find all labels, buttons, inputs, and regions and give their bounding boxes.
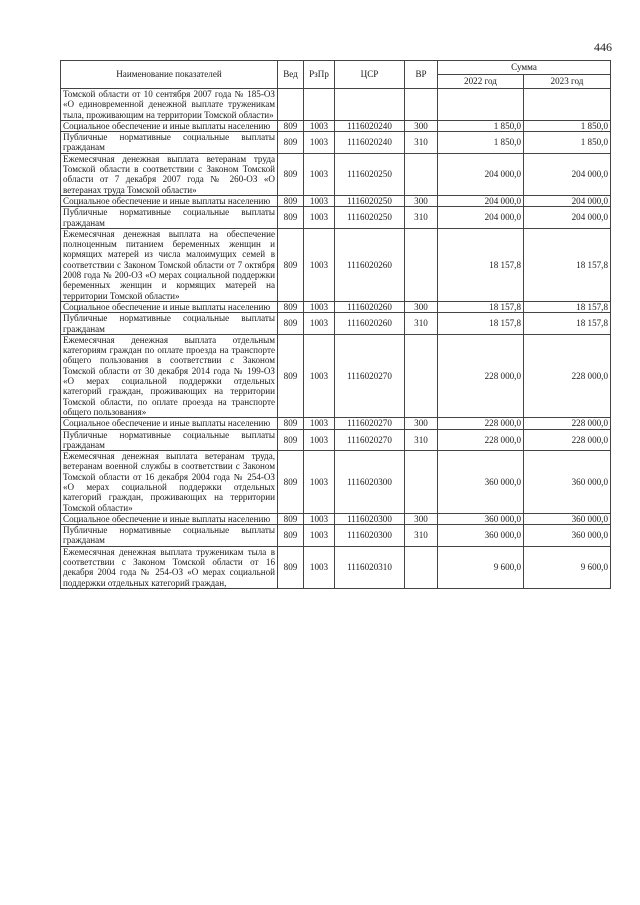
row-name: Ежемесячная денежная выплата на обеспечение полноценным питанием беременных женщин и кормящих матерей из числа малоимущих семей в соответствии с Законом Томской области от 7 октября 2008 года № 200-ОЗ «О мерах социальной поддержки беременных женщин и кормящих матерей на территории Томской области» [61, 228, 278, 301]
row-ved: 809 [278, 546, 304, 588]
row-csr: 1116020300 [335, 513, 405, 524]
row-vr: 310 [405, 429, 438, 451]
row-name: Социальное обеспечение и иные выплаты населению [61, 195, 278, 206]
table-row [61, 120, 611, 131]
row-name: Публичные нормативные социальные выплаты гражданам [61, 429, 278, 451]
table-row [61, 153, 611, 195]
row-value-2022: 228 000,0 [438, 418, 524, 429]
row-name: Ежемесячная денежная выплата труженикам тыла в соответствии с Законом Томской области от 16 декабря 2004 года № 254-ОЗ «О мерах социальной поддержки отдельных категорий граждан, [61, 546, 278, 588]
row-csr: 1116020260 [335, 313, 405, 335]
row-csr: 1116020240 [335, 120, 405, 131]
row-csr: 1116020240 [335, 132, 405, 154]
row-rzpr: 1003 [304, 228, 335, 301]
header-sum: Сумма [438, 61, 611, 75]
row-csr: 1116020300 [335, 525, 405, 547]
row-rzpr: 1003 [304, 418, 335, 429]
row-value-2023: 204 000,0 [524, 195, 611, 206]
row-csr: 1116020270 [335, 418, 405, 429]
row-rzpr: 1003 [304, 451, 335, 514]
row-value-2023: 1 850,0 [524, 132, 611, 154]
row-name: Ежемесячная денежная выплата ветеранам труда, ветеранам военной службы в соответствии с Законом Томской области от 16 декабря 2004 года № 254-ОЗ «О мерах социальной поддержки отдельных категорий граждан, проживающих на территории Томской области» [61, 451, 278, 514]
row-csr: 1116020260 [335, 301, 405, 312]
table-row [61, 313, 611, 335]
row-vr: 310 [405, 132, 438, 154]
row-ved: 809 [278, 451, 304, 514]
row-ved: 809 [278, 313, 304, 335]
row-name: Ежемесячная денежная выплата ветеранам труда Томской области в соответствии с Законом Томской области от 7 декабря 2007 года № 260-ОЗ «О ветеранах труда Томской области» [61, 153, 278, 195]
table-row [61, 334, 611, 417]
row-name: Публичные нормативные социальные выплаты гражданам [61, 525, 278, 547]
row-rzpr: 1003 [304, 334, 335, 417]
row-value-2023: 228 000,0 [524, 334, 611, 417]
row-value-2022 [438, 89, 524, 121]
row-rzpr [304, 89, 335, 121]
budget-table [60, 60, 611, 589]
header-rzpr: РзПр [304, 61, 335, 89]
row-rzpr: 1003 [304, 120, 335, 131]
row-rzpr: 1003 [304, 546, 335, 588]
row-vr: 300 [405, 301, 438, 312]
header-vr: ВР [405, 61, 438, 89]
row-name: Публичные нормативные социальные выплаты гражданам [61, 132, 278, 154]
row-ved: 809 [278, 207, 304, 229]
table-row [61, 451, 611, 514]
table-row [61, 525, 611, 547]
row-vr: 300 [405, 513, 438, 524]
row-value-2022: 18 157,8 [438, 301, 524, 312]
table-row [61, 132, 611, 154]
row-vr: 300 [405, 195, 438, 206]
row-csr: 1116020250 [335, 153, 405, 195]
table-row [61, 195, 611, 206]
table-row [61, 513, 611, 524]
row-vr: 310 [405, 525, 438, 547]
table-row [61, 546, 611, 588]
row-value-2023: 204 000,0 [524, 207, 611, 229]
row-rzpr: 1003 [304, 153, 335, 195]
page-number: 446 [594, 40, 612, 54]
table-row [61, 301, 611, 312]
row-ved: 809 [278, 334, 304, 417]
row-ved: 809 [278, 513, 304, 524]
row-csr: 1116020260 [335, 228, 405, 301]
row-vr [405, 228, 438, 301]
table-row [61, 207, 611, 229]
row-value-2022: 1 850,0 [438, 132, 524, 154]
table-row [61, 89, 611, 121]
row-ved: 809 [278, 301, 304, 312]
table-header [61, 61, 611, 89]
table-row [61, 418, 611, 429]
row-vr: 310 [405, 313, 438, 335]
row-name: Ежемесячная денежная выплата отдельным категориям граждан по оплате проезда на транспорте общего пользования в соответствии с Законом Томской области от 30 декабря 2014 года № 199-ОЗ «О мерах социальной поддержки отдельных категорий граждан, проживающих на территории Томской области, по оплате проезда на транспорте общего пользования» [61, 334, 278, 417]
row-rzpr: 1003 [304, 207, 335, 229]
row-value-2022: 204 000,0 [438, 207, 524, 229]
row-name: Публичные нормативные социальные выплаты гражданам [61, 207, 278, 229]
row-csr: 1116020300 [335, 451, 405, 514]
row-ved: 809 [278, 120, 304, 131]
row-csr: 1116020310 [335, 546, 405, 588]
row-name: Томской области от 10 сентября 2007 года № 185-ОЗ «О единовременной денежной выплате труженикам тыла, проживающим на территории Томской области» [61, 89, 278, 121]
row-vr [405, 153, 438, 195]
row-rzpr: 1003 [304, 429, 335, 451]
row-value-2022: 228 000,0 [438, 334, 524, 417]
row-value-2022: 18 157,8 [438, 313, 524, 335]
row-value-2023: 360 000,0 [524, 525, 611, 547]
row-ved: 809 [278, 228, 304, 301]
row-value-2023: 204 000,0 [524, 153, 611, 195]
row-value-2022: 9 600,0 [438, 546, 524, 588]
row-csr: 1116020250 [335, 207, 405, 229]
row-value-2023: 18 157,8 [524, 313, 611, 335]
row-ved: 809 [278, 132, 304, 154]
table-row [61, 429, 611, 451]
row-value-2022: 204 000,0 [438, 153, 524, 195]
header-ved: Вед [278, 61, 304, 89]
row-value-2022: 18 157,8 [438, 228, 524, 301]
row-csr [335, 89, 405, 121]
row-csr: 1116020250 [335, 195, 405, 206]
row-value-2023: 360 000,0 [524, 451, 611, 514]
header-name: Наименование показателей [61, 61, 278, 89]
row-value-2022: 1 850,0 [438, 120, 524, 131]
row-ved [278, 89, 304, 121]
row-ved: 809 [278, 195, 304, 206]
row-vr: 310 [405, 207, 438, 229]
row-ved: 809 [278, 153, 304, 195]
row-value-2022: 360 000,0 [438, 525, 524, 547]
row-name: Публичные нормативные социальные выплаты гражданам [61, 313, 278, 335]
row-rzpr: 1003 [304, 313, 335, 335]
row-rzpr: 1003 [304, 195, 335, 206]
row-value-2023: 18 157,8 [524, 228, 611, 301]
row-vr [405, 451, 438, 514]
row-rzpr: 1003 [304, 513, 335, 524]
row-value-2023: 1 850,0 [524, 120, 611, 131]
header-2023: 2023 год [524, 75, 611, 89]
row-name: Социальное обеспечение и иные выплаты населению [61, 120, 278, 131]
row-ved: 809 [278, 429, 304, 451]
row-value-2022: 204 000,0 [438, 195, 524, 206]
row-vr [405, 546, 438, 588]
row-csr: 1116020270 [335, 334, 405, 417]
header-2022: 2022 год [438, 75, 524, 89]
row-rzpr: 1003 [304, 301, 335, 312]
row-value-2023 [524, 89, 611, 121]
row-rzpr: 1003 [304, 132, 335, 154]
row-ved: 809 [278, 418, 304, 429]
row-vr [405, 334, 438, 417]
row-value-2022: 360 000,0 [438, 513, 524, 524]
row-value-2023: 9 600,0 [524, 546, 611, 588]
row-name: Социальное обеспечение и иные выплаты населению [61, 513, 278, 524]
row-ved: 809 [278, 525, 304, 547]
row-value-2022: 228 000,0 [438, 429, 524, 451]
row-vr [405, 89, 438, 121]
row-value-2023: 360 000,0 [524, 513, 611, 524]
row-value-2023: 18 157,8 [524, 301, 611, 312]
row-vr: 300 [405, 418, 438, 429]
row-value-2022: 360 000,0 [438, 451, 524, 514]
header-csr: ЦСР [335, 61, 405, 89]
row-vr: 300 [405, 120, 438, 131]
table-body [61, 89, 611, 589]
row-csr: 1116020270 [335, 429, 405, 451]
row-rzpr: 1003 [304, 525, 335, 547]
table-row [61, 228, 611, 301]
row-value-2023: 228 000,0 [524, 418, 611, 429]
row-name: Социальное обеспечение и иные выплаты населению [61, 301, 278, 312]
row-name: Социальное обеспечение и иные выплаты населению [61, 418, 278, 429]
row-value-2023: 228 000,0 [524, 429, 611, 451]
